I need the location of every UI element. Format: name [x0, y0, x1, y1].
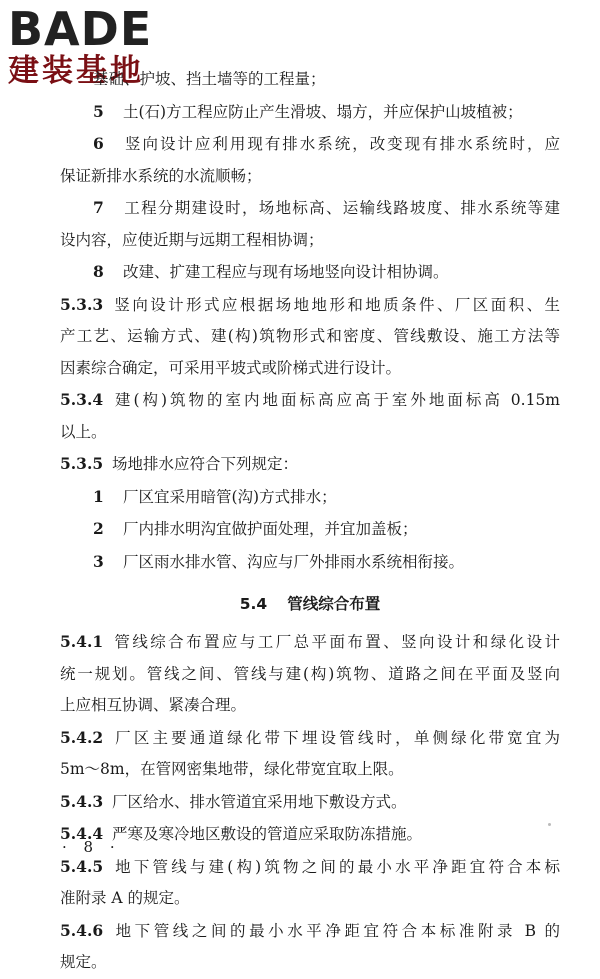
clause-text: 工程分期建设时，场地标高、运输线路坡度、排水系统等建 — [123, 199, 560, 217]
clause-number: 8 — [93, 262, 104, 281]
clause-text: 保证新排水系统的水流顺畅； — [60, 166, 262, 185]
clause-text: 基础、护坡、挡土墙等的工程量； — [93, 70, 326, 88]
clause-text: 5m～8m，在管网密集地带，绿化带宽宜取上限。 — [60, 760, 404, 778]
text-line — [60, 417, 560, 449]
logo-subtext: 建装基地 — [8, 53, 144, 89]
clause-text: 厂内排水明沟宜做护面处理，并宜加盖板； — [123, 520, 418, 538]
clause-number: 5.4.4 — [60, 824, 104, 843]
text-line — [60, 915, 560, 948]
clause-number: 5 — [93, 101, 104, 121]
text-line — [60, 384, 560, 417]
text-line — [60, 289, 560, 322]
page-number: · 8 · — [62, 838, 121, 856]
clause-text: 管线综合布置应与工厂总平面布置、竖向设计和绿化设计 — [112, 633, 560, 651]
clause-text: 统一规划。管线之间、管线与建(构)筑物、道路之间在平面及竖向 — [60, 664, 560, 683]
clause-text: 改建、扩建工程应与现有场地竖向设计相协调。 — [123, 263, 449, 281]
document-body — [60, 64, 560, 979]
section-title: 管线综合布置 — [287, 595, 381, 613]
text-line — [60, 128, 560, 161]
text-line — [60, 513, 560, 546]
text-line — [60, 786, 560, 819]
scan-speck — [548, 823, 551, 826]
section-5-3-text — [60, 64, 560, 578]
clause-text: 场地排水应符合下列规定： — [112, 455, 299, 473]
logo-text: BADE — [8, 2, 153, 56]
text-line — [60, 64, 560, 96]
text-line — [60, 659, 560, 691]
clause-text: 厂区主要通道绿化带下埋设管线时，单侧绿化带宽宜为 — [112, 728, 560, 747]
clause-number: 7 — [93, 198, 104, 217]
clause-number: 5.4.3 — [60, 791, 104, 811]
text-line — [60, 626, 560, 659]
text-line — [60, 947, 560, 979]
text-line — [60, 225, 560, 257]
clause-number: 3 — [93, 551, 104, 571]
clause-text: 规定。 — [60, 953, 107, 971]
clause-text: 地下管线之间的最小水平净距宜符合本标准附录 B 的 — [112, 921, 560, 940]
clause-text: 设内容，应使近期与远期工程相协调； — [60, 230, 324, 249]
clause-number: 5.4.2 — [60, 727, 104, 747]
section-number: 5.4 — [239, 595, 268, 613]
text-line — [60, 96, 560, 129]
text-line — [60, 481, 560, 514]
text-line — [60, 256, 560, 289]
clause-text: 建(构)筑物的室内地面标高应高于室外地面标高 0.15m — [112, 391, 560, 409]
text-line — [60, 321, 560, 353]
clause-text: 准附录 A 的规定。 — [60, 889, 190, 907]
clause-number: 5.4.6 — [60, 920, 104, 940]
text-line — [60, 818, 560, 851]
clause-text: 严寒及寒冷地区敷设的管道应采取防冻措施。 — [112, 825, 423, 843]
clause-text: 地下管线与建(构)筑物之间的最小水平净距宜符合本标 — [112, 857, 560, 876]
clause-text: 产工艺、运输方式、建(构)筑物形式和密度、管线敷设、施工方法等 — [60, 327, 560, 345]
text-line — [60, 722, 560, 755]
text-line — [60, 851, 560, 884]
clause-text: 因素综合确定，可采用平坡式或阶梯式进行设计。 — [60, 358, 402, 377]
clause-text: 厂区雨水排水管、沟应与厂外排雨水系统相衔接。 — [123, 552, 465, 571]
text-line — [60, 546, 560, 579]
clause-text: 厂区给水、排水管道宜采用地下敷设方式。 — [112, 792, 407, 811]
clause-number: 5.3.5 — [60, 454, 104, 473]
clause-text: 以上。 — [60, 422, 107, 441]
clause-text: 竖向设计形式应根据场地地形和地质条件、厂区面积、生 — [112, 295, 560, 314]
section-5-4-text — [60, 626, 560, 979]
text-line — [60, 448, 560, 481]
clause-number: 5.4.5 — [60, 856, 104, 876]
section-heading — [60, 584, 560, 624]
clause-number: 5.4.1 — [60, 632, 104, 651]
clause-number: 5.3.4 — [60, 390, 104, 409]
clause-number: 1 — [93, 486, 104, 506]
text-line — [60, 192, 560, 225]
text-line — [60, 353, 560, 385]
text-line — [60, 161, 560, 193]
clause-text: 竖向设计应利用现有排水系统，改变现有排水系统时，应 — [123, 135, 560, 153]
clause-text: 上应相互协调、紧凑合理。 — [60, 696, 247, 714]
text-line — [60, 883, 560, 915]
clause-number: 6 — [93, 134, 104, 153]
clause-number: 2 — [93, 519, 104, 538]
text-line — [60, 690, 560, 722]
clause-text: 土(石)方工程应防止产生滑坡、塌方，并应保护山坡植被； — [123, 102, 523, 121]
clause-text: 厂区宜采用暗管(沟)方式排水； — [123, 487, 337, 506]
text-line — [60, 754, 560, 786]
clause-number: 5.3.3 — [60, 294, 104, 314]
